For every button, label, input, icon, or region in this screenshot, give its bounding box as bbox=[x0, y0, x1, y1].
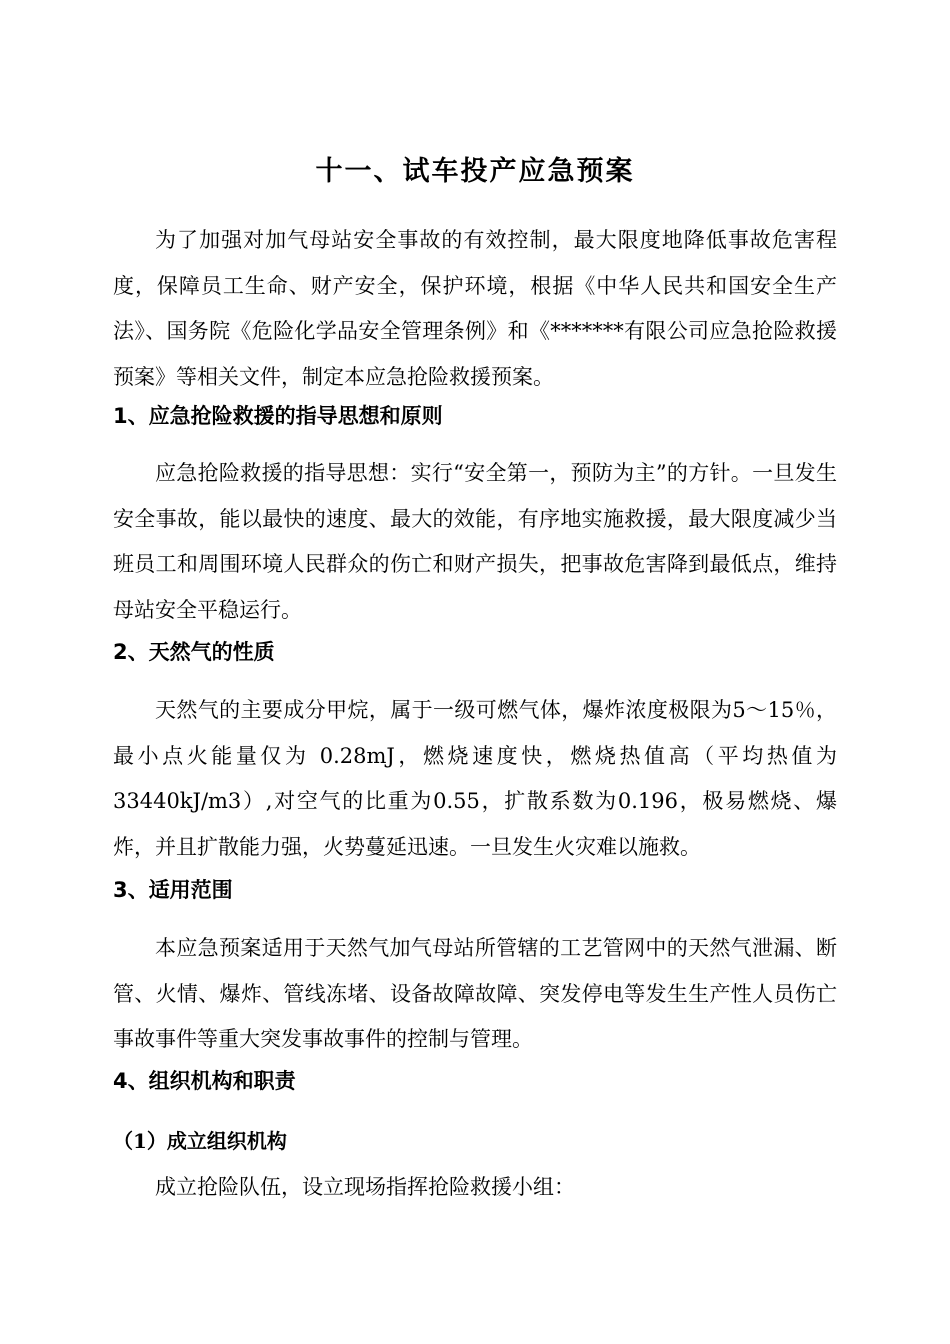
section-heading-guiding-principles: 1、应急抢险救援的指导思想和原则 bbox=[113, 404, 443, 428]
subsection-body-establish-organization: 成立抢险队伍，设立现场指挥抢险救援小组： bbox=[155, 1175, 575, 1199]
section-body-gas-properties: 天然气的主要成分甲烷，属于一级可燃气体，爆炸浓度极限为5～15％，最小点火能量仅为 0.28mJ，燃烧速度快，燃烧热值高（平均热值为33440kJ/m3）,对空气的比重为0.55，扩散系数为0.196，极易燃烧、爆炸，并且扩散能力强，火势蔓延迅速。一旦发生火灾难以施救。 bbox=[113, 698, 837, 859]
section-heading-organization: 4、组织机构和职责 bbox=[113, 1069, 296, 1093]
section-heading-scope: 3、适用范围 bbox=[113, 878, 233, 902]
document-title: 十一、试车投产应急预案 bbox=[315, 156, 635, 188]
section-heading-gas-properties: 2、天然气的性质 bbox=[113, 640, 275, 664]
section-body-scope: 本应急预案适用于天然气加气母站所管辖的工艺管网中的天然气泄漏、断管、火情、爆炸、管线冻堵、设备故障故障、突发停电等发生生产性人员伤亡事故事件等重大突发事故事件的控制与管理。 bbox=[113, 936, 837, 1051]
subsection-heading-establish-organization: （1）成立组织机构 bbox=[113, 1129, 287, 1153]
section-body-guiding-principles: 应急抢险救援的指导思想：实行“安全第一，预防为主”的方针。一旦发生安全事故，能以最快的速度、最大的效能，有序地实施救援，最大限度减少当班员工和周围环境人民群众的伤亡和财产损失，把事故危害降到最低点，维持母站安全平稳运行。 bbox=[113, 461, 837, 622]
intro-paragraph: 为了加强对加气母站安全事故的有效控制，最大限度地降低事故危害程度，保障员工生命、财产安全，保护环境，根据《中华人民共和国安全生产法》、国务院《危险化学品安全管理条例》和《*******有限公司应急抢险救援预案》等相关文件，制定本应急抢险救援预案。 bbox=[113, 228, 837, 389]
